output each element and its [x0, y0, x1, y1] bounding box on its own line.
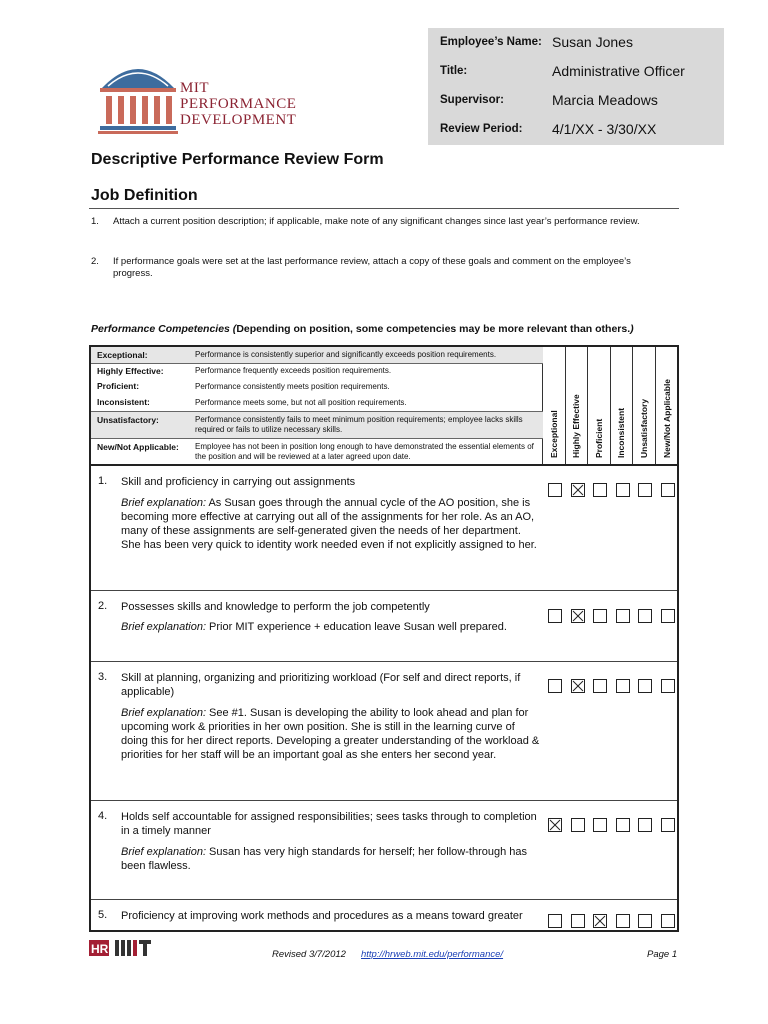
competencies-heading-italic: Performance Competencies (: [91, 323, 237, 335]
item-title: Holds self accountable for assigned responsibilities; sees tasks through to completion in a timely manner: [121, 811, 537, 837]
svg-text:HR: HR: [91, 942, 109, 956]
legend-name: Proficient:: [97, 381, 140, 391]
hr-mit-logo-icon: [89, 938, 153, 958]
rating-checkboxes: [548, 914, 678, 928]
rating-checkbox-proficient[interactable]: [593, 818, 607, 832]
check-x-icon: [594, 915, 606, 927]
rating-checkbox-highly-effective[interactable]: [571, 483, 585, 497]
rating-checkbox-unsatisfactory[interactable]: [638, 914, 652, 928]
mit-performance-development-logo: [96, 58, 306, 140]
title-label: Title:: [440, 65, 468, 77]
rating-checkbox-proficient[interactable]: [593, 914, 607, 928]
form-title: Descriptive Performance Review Form: [91, 151, 384, 168]
instruction-note-1: [91, 216, 681, 230]
section-divider: [89, 208, 679, 209]
supervisor-row: [440, 94, 720, 123]
explanation-label: Brief explanation:: [121, 846, 206, 858]
legend-name: Unsatisfactory:: [97, 415, 159, 425]
legend-row-unsatisfactory: [91, 412, 543, 438]
explanation-text: Susan has very high standards for herself; her follow-through has been flawless.: [121, 846, 528, 872]
rating-checkbox-inconsistent[interactable]: [616, 914, 630, 928]
column-label: Unsatisfactory: [638, 398, 649, 458]
item-number: 2.: [98, 600, 108, 612]
item-explanation: [121, 496, 541, 552]
rating-checkbox-inconsistent[interactable]: [616, 679, 630, 693]
competencies-heading: [91, 323, 634, 335]
legend-row-exceptional: [91, 347, 543, 363]
check-x-icon: [549, 819, 561, 831]
legend-row-new-not-applicable: [91, 439, 543, 464]
rating-checkbox-new-not-applicable[interactable]: [661, 914, 675, 928]
explanation-text: As Susan goes through the annual cycle of the AO position, she is becoming more effective at carrying out all of the assignments for her role. As an AO, many of these assignments are self-generated given the needs of her department. She has been very quick to identity work needed even if not explicitly assigned to her.: [121, 497, 537, 551]
rating-checkbox-unsatisfactory[interactable]: [638, 483, 652, 497]
item-title: Proficiency at improving work methods and procedures as a means toward greater: [121, 910, 523, 922]
rating-checkbox-unsatisfactory[interactable]: [638, 679, 652, 693]
performance-link[interactable]: http://hrweb.mit.edu/performance/: [361, 949, 504, 960]
item-title: Possesses skills and knowledge to perform the job competently: [121, 601, 430, 613]
explanation-text: Prior MIT experience + education leave Susan well prepared.: [206, 621, 507, 633]
legend-name: Exceptional:: [97, 350, 148, 360]
employee-name-label: Employee’s Name:: [440, 36, 542, 48]
item-number: 1.: [98, 475, 108, 487]
review-period-label: Review Period:: [440, 123, 523, 135]
competencies-heading-bold: Depending on position, some competencies may be more relevant than others.: [236, 323, 631, 335]
item-number: 4.: [98, 810, 108, 822]
explanation-label: Brief explanation:: [121, 707, 206, 719]
legend-desc: Employee has not been in position long enough to have demonstrated the essential elements of the position and will be reviewed at a later agreed upon date.: [195, 442, 534, 461]
legend-name: Inconsistent:: [97, 397, 150, 407]
instruction-note-2: [91, 256, 681, 282]
note-number: 1.: [91, 216, 99, 227]
column-header-exceptional: [543, 347, 566, 464]
rating-checkbox-highly-effective[interactable]: [571, 818, 585, 832]
legend-name: Highly Effective:: [97, 366, 164, 376]
competency-item-2: [91, 590, 677, 661]
employee-info-box: [428, 28, 724, 145]
legend-row-inconsistent: [91, 396, 543, 412]
rating-checkbox-exceptional[interactable]: [548, 679, 562, 693]
legend-desc: Performance is consistently superior and significantly exceeds position requirements.: [195, 350, 497, 359]
competency-item-3: [91, 661, 677, 800]
column-label: Inconsistent: [616, 407, 627, 458]
revised-date: Revised 3/7/2012: [272, 949, 346, 960]
rating-checkbox-inconsistent[interactable]: [616, 818, 630, 832]
supervisor-label: Supervisor:: [440, 94, 504, 106]
rating-checkboxes: [548, 818, 678, 832]
rating-checkbox-unsatisfactory[interactable]: [638, 609, 652, 623]
competency-item-4: [91, 800, 677, 899]
item-title: Skill at planning, organizing and prioritizing workload (For self and direct reports, if applicable): [121, 672, 521, 698]
logo-line-development: DEVELOPMENT: [180, 112, 297, 128]
page-number: Page 1: [647, 949, 678, 960]
column-header-unsatisfactory: [633, 347, 656, 464]
rating-checkbox-exceptional[interactable]: [548, 914, 562, 928]
section-title: Job Definition: [91, 187, 198, 204]
employee-name-value: Susan Jones: [552, 34, 633, 50]
legend-row-highly-effective: [91, 364, 543, 380]
column-header-highly-effective: [566, 347, 589, 464]
explanation-text: See #1. Susan is developing the ability to look ahead and plan for upcoming work & priorities in her own position. She is still in the learning curve of doing this for her direct reports. Developing a greater understanding of the workload & priorities for her staff will be an important goal as she enters her second year.: [121, 707, 540, 761]
explanation-label: Brief explanation:: [121, 621, 206, 633]
column-label: Highly Effective: [571, 394, 582, 458]
column-header-new-not-applicable: [656, 347, 679, 464]
item-explanation: [121, 706, 541, 762]
rating-checkbox-new-not-applicable[interactable]: [661, 679, 675, 693]
rating-checkbox-new-not-applicable[interactable]: [661, 609, 675, 623]
review-period-row: [440, 123, 720, 152]
employee-name-row: [440, 36, 720, 65]
rating-checkboxes: [548, 483, 678, 497]
rating-checkbox-proficient[interactable]: [593, 609, 607, 623]
logo-line-performance: PERFORMANCE: [180, 96, 297, 112]
column-label: Exceptional: [548, 410, 559, 458]
rating-checkbox-new-not-applicable[interactable]: [661, 818, 675, 832]
column-header-proficient: [588, 347, 611, 464]
rating-checkbox-exceptional[interactable]: [548, 818, 562, 832]
rating-checkbox-highly-effective[interactable]: [571, 679, 585, 693]
item-title: Skill and proficiency in carrying out assignments: [121, 476, 356, 488]
item-explanation: [121, 620, 541, 634]
supervisor-value: Marcia Meadows: [552, 92, 658, 108]
review-period-value: 4/1/XX - 3/30/XX: [552, 121, 657, 137]
rating-checkbox-proficient[interactable]: [593, 483, 607, 497]
item-explanation: [121, 845, 541, 873]
rating-checkbox-exceptional[interactable]: [548, 609, 562, 623]
rating-checkbox-unsatisfactory[interactable]: [638, 818, 652, 832]
rating-checkbox-inconsistent[interactable]: [616, 609, 630, 623]
rating-checkbox-highly-effective[interactable]: [571, 609, 585, 623]
legend-desc: Performance consistently fails to meet minimum position requirements; employee lacks skills required or fails to utilize necessary skills.: [195, 415, 523, 434]
legend-desc: Performance consistently meets position requirements.: [195, 382, 390, 391]
competencies-table: [89, 345, 679, 932]
note-text: Attach a current position description; if applicable, make note of any significant changes since last year’s performance review.: [113, 216, 640, 227]
column-header-inconsistent: [611, 347, 634, 464]
rating-checkbox-exceptional[interactable]: [548, 483, 562, 497]
column-label: Proficient: [593, 418, 604, 458]
rating-checkboxes: [548, 679, 678, 693]
legend-desc: Performance meets some, but not all position requirements.: [195, 398, 407, 407]
check-x-icon: [572, 680, 584, 692]
item-number: 5.: [98, 909, 108, 921]
check-x-icon: [572, 484, 584, 496]
title-row: [440, 65, 720, 94]
column-label: New/Not Applicable: [661, 378, 672, 458]
competencies-heading-close: ): [630, 323, 634, 335]
explanation-label: Brief explanation:: [121, 497, 206, 509]
rating-checkbox-new-not-applicable[interactable]: [661, 483, 675, 497]
check-x-icon: [572, 610, 584, 622]
competency-item-1: [91, 466, 677, 590]
competency-item-5: [91, 899, 677, 930]
legend-desc: Performance frequently exceeds position requirements.: [195, 366, 392, 375]
rating-checkbox-proficient[interactable]: [593, 679, 607, 693]
legend-row-proficient: [91, 380, 543, 396]
rating-checkboxes: [548, 609, 678, 623]
rating-checkbox-highly-effective[interactable]: [571, 914, 585, 928]
title-value: Administrative Officer: [552, 63, 685, 79]
mit-columns-logo-icon: [96, 58, 180, 140]
item-number: 3.: [98, 671, 108, 683]
note-text: If performance goals were set at the last performance review, attach a copy of these goals and comment on the employee’s progress.: [113, 256, 631, 279]
logo-line-mit: MIT: [180, 80, 209, 96]
rating-checkbox-inconsistent[interactable]: [616, 483, 630, 497]
legend-name: New/Not Applicable:: [97, 442, 179, 452]
rating-legend: [91, 347, 543, 464]
note-number: 2.: [91, 256, 99, 267]
